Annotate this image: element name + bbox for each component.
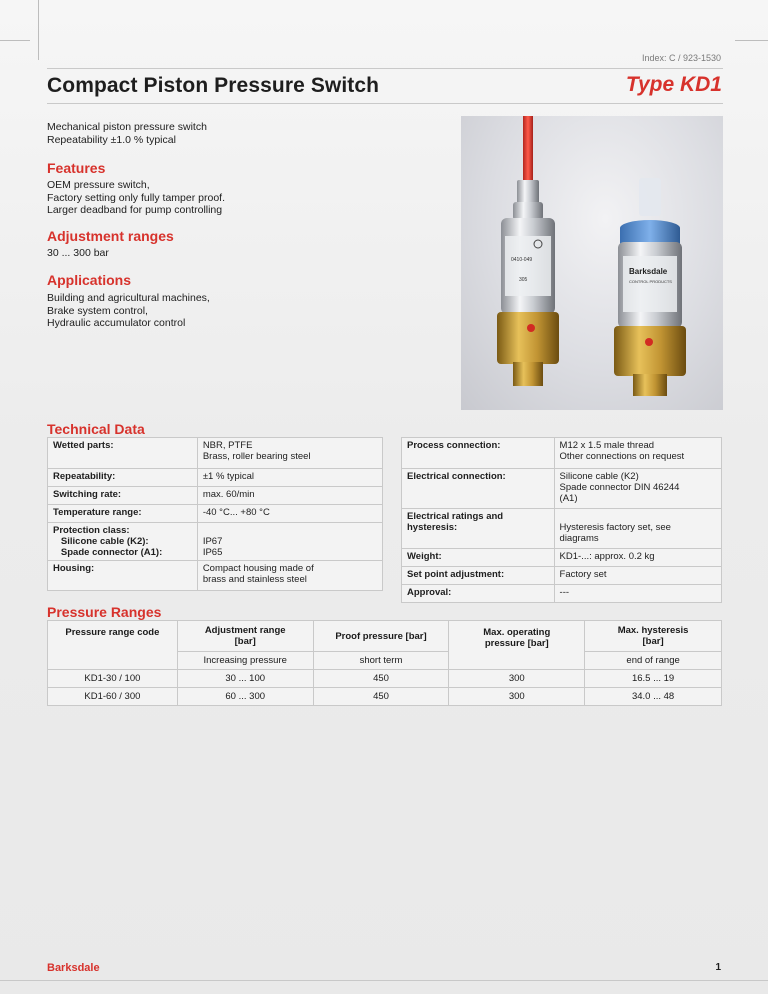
spec-value: KD1-...: approx. 0.2 kg	[554, 549, 721, 567]
index-number: Index: C / 923-1530	[641, 53, 721, 63]
product-photo	[461, 116, 723, 410]
spec-value: ---	[554, 585, 721, 603]
table-cell: 30 ... 100	[177, 670, 313, 688]
spec-key: Process connection:	[402, 438, 555, 469]
applications-list	[47, 292, 210, 330]
page-number: 1	[715, 962, 721, 973]
spec-key: Electrical ratings and hysteresis:	[402, 509, 555, 549]
spec-value: NBR, PTFE Brass, roller bearing steel	[197, 438, 382, 469]
spec-value: M12 x 1.5 male thread Other connections on request	[554, 438, 721, 469]
adjustment-line: 30 ... 300 bar	[47, 247, 109, 259]
spec-value: Compact housing made of brass and stainless steel	[197, 561, 382, 591]
crop-mark	[735, 40, 768, 41]
table-row	[48, 670, 722, 688]
application-line: Hydraulic accumulator control	[47, 317, 186, 329]
table-cell: 300	[449, 688, 585, 706]
column-subheader: end of range	[585, 652, 722, 670]
technical-data-left-table	[47, 437, 383, 591]
application-line: Building and agricultural machines,	[47, 292, 210, 304]
table-row	[48, 505, 383, 523]
application-line: Brake system control,	[47, 304, 148, 317]
adjustment-heading: Adjustment ranges	[47, 228, 174, 244]
pressure-ranges-table	[47, 620, 722, 706]
left-switch-code: 305	[519, 277, 528, 283]
table-cell: 450	[313, 670, 449, 688]
spec-value: Factory set	[554, 567, 721, 585]
pressure-ranges-heading: Pressure Ranges	[47, 604, 162, 620]
table-cell: 60 ... 300	[177, 688, 313, 706]
footer-brand: Barksdale	[47, 962, 100, 974]
technical-data-right-table	[401, 437, 722, 603]
table-row	[48, 438, 383, 469]
page-title: Compact Piston Pressure Switch	[47, 74, 380, 97]
feature-line: Larger deadband for pump controlling	[47, 204, 223, 216]
table-row	[48, 487, 383, 505]
spec-key: Housing:	[48, 561, 198, 591]
barksdale-brand-label: Barksdale	[629, 267, 668, 276]
spec-value: -40 °C... +80 °C	[197, 505, 382, 523]
spec-key: Repeatability:	[48, 469, 198, 487]
column-header: Max. hysteresis [bar]	[585, 621, 722, 652]
intro-line: Repeatability ±1.0 % typical	[47, 133, 176, 146]
column-header: Max. operating pressure [bar]	[449, 621, 585, 670]
table-row	[48, 469, 383, 487]
table-row	[402, 469, 722, 509]
table-cell: KD1-30 / 100	[48, 670, 178, 688]
spec-key: Approval:	[402, 585, 555, 603]
features-heading: Features	[47, 160, 106, 176]
spec-key: Weight:	[402, 549, 555, 567]
table-cell: KD1-60 / 300	[48, 688, 178, 706]
spec-value: ±1 % typical	[197, 469, 382, 487]
header-divider	[47, 103, 723, 104]
table-row	[402, 509, 722, 549]
spec-value: IP67 IP65	[197, 523, 382, 561]
crop-mark	[0, 40, 30, 41]
spec-key: Switching rate:	[48, 487, 198, 505]
table-cell: 300	[449, 670, 585, 688]
applications-heading: Applications	[47, 272, 132, 288]
pressure-switch-illustration	[461, 116, 723, 410]
header-divider	[47, 68, 723, 69]
adjustment-list	[47, 247, 109, 260]
table-row	[402, 438, 722, 469]
intro-text	[47, 121, 207, 146]
product-type: Type KD1	[625, 73, 722, 96]
table-row	[48, 688, 722, 706]
spec-key: Set point adjustment:	[402, 567, 555, 585]
table-row	[402, 567, 722, 585]
spec-value: Hysteresis factory set, see diagrams	[554, 509, 721, 549]
footer-divider	[0, 980, 768, 981]
column-subheader: short term	[313, 652, 449, 670]
spec-key: Electrical connection:	[402, 469, 555, 509]
crop-mark	[38, 0, 39, 60]
feature-line: Factory setting only fully tamper proof.	[47, 191, 225, 204]
table-row	[48, 561, 383, 591]
table-row	[402, 549, 722, 567]
column-header: Pressure range code	[48, 621, 178, 670]
column-header: Proof pressure [bar]	[313, 621, 449, 652]
technical-data-heading: Technical Data	[47, 421, 145, 437]
spec-key: Protection class: Silicone cable (K2): Spade connector (A1):	[48, 523, 198, 561]
left-switch-label: 0410-049	[511, 257, 533, 263]
column-header: Adjustment range [bar]	[177, 621, 313, 652]
table-row	[48, 523, 383, 561]
table-cell: 450	[313, 688, 449, 706]
spec-value: Silicone cable (K2) Spade connector DIN 46244 (A1)	[554, 469, 721, 509]
table-cell: 34.0 ... 48	[585, 688, 722, 706]
spec-key: Temperature range:	[48, 505, 198, 523]
features-list	[47, 179, 225, 217]
table-header-row	[48, 621, 722, 652]
column-subheader: Increasing pressure	[177, 652, 313, 670]
barksdale-sub-label: CONTROL PRODUCTS	[629, 279, 672, 284]
spec-value: max. 60/min	[197, 487, 382, 505]
table-row	[402, 585, 722, 603]
spec-key: Wetted parts:	[48, 438, 198, 469]
intro-line: Mechanical piston pressure switch	[47, 121, 207, 133]
table-cell: 16.5 ... 19	[585, 670, 722, 688]
feature-line: OEM pressure switch,	[47, 179, 150, 191]
